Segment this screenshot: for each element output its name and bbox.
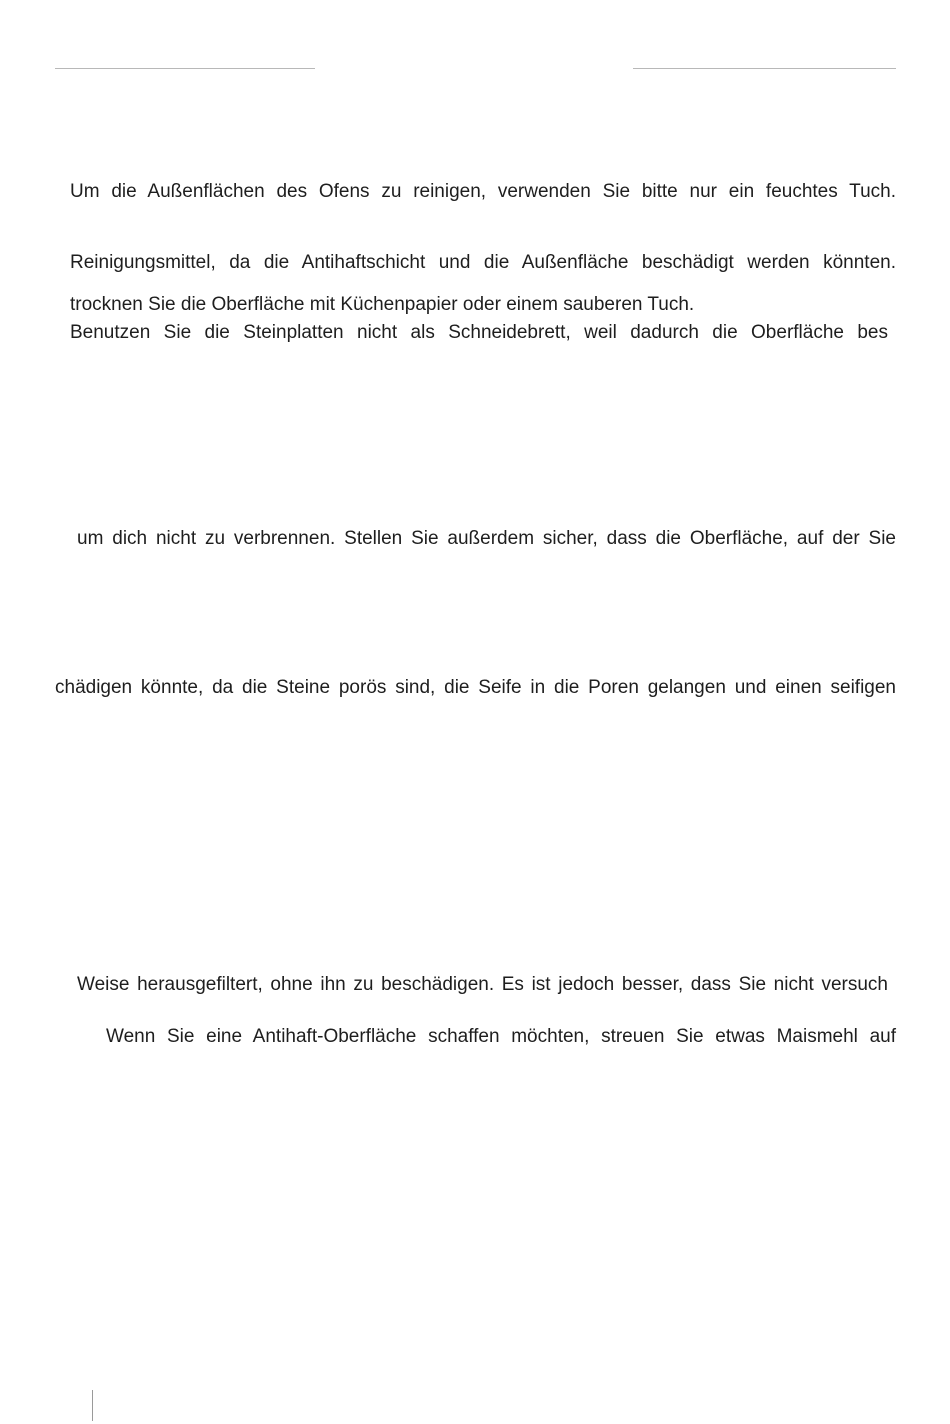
header-rule-left bbox=[55, 68, 315, 69]
text-line-8: Wenn Sie eine Antihaft-Oberfläche schaffen möchten, streuen Sie etwas Maismehl auf bbox=[106, 1026, 896, 1047]
text-line-7: Weise herausgefiltert, ohne ihn zu beschädigen. Es ist jedoch besser, dass Sie nicht versuch bbox=[77, 974, 888, 995]
header-rule-right bbox=[633, 68, 896, 69]
footer-vertical-rule bbox=[92, 1390, 93, 1421]
text-line-1: Um die Außenflächen des Ofens zu reinigen, verwenden Sie bitte nur ein feuchtes Tuch. bbox=[70, 181, 896, 202]
text-line-2: Reinigungsmittel, da die Antihaftschicht und die Außenfläche beschädigt werden könnten. bbox=[70, 252, 896, 273]
text-line-4: Benutzen Sie die Steinplatten nicht als Schneidebrett, weil dadurch die Oberfläche bes bbox=[70, 322, 888, 343]
text-line-6: chädigen könnte, da die Steine porös sind, die Seife in die Poren gelangen und einen seifigen bbox=[55, 677, 896, 698]
text-line-5: um dich nicht zu verbrennen. Stellen Sie außerdem sicher, dass die Oberfläche, auf der Sie bbox=[77, 528, 896, 549]
text-line-3: trocknen Sie die Oberfläche mit Küchenpapier oder einem sauberen Tuch. bbox=[70, 294, 695, 315]
